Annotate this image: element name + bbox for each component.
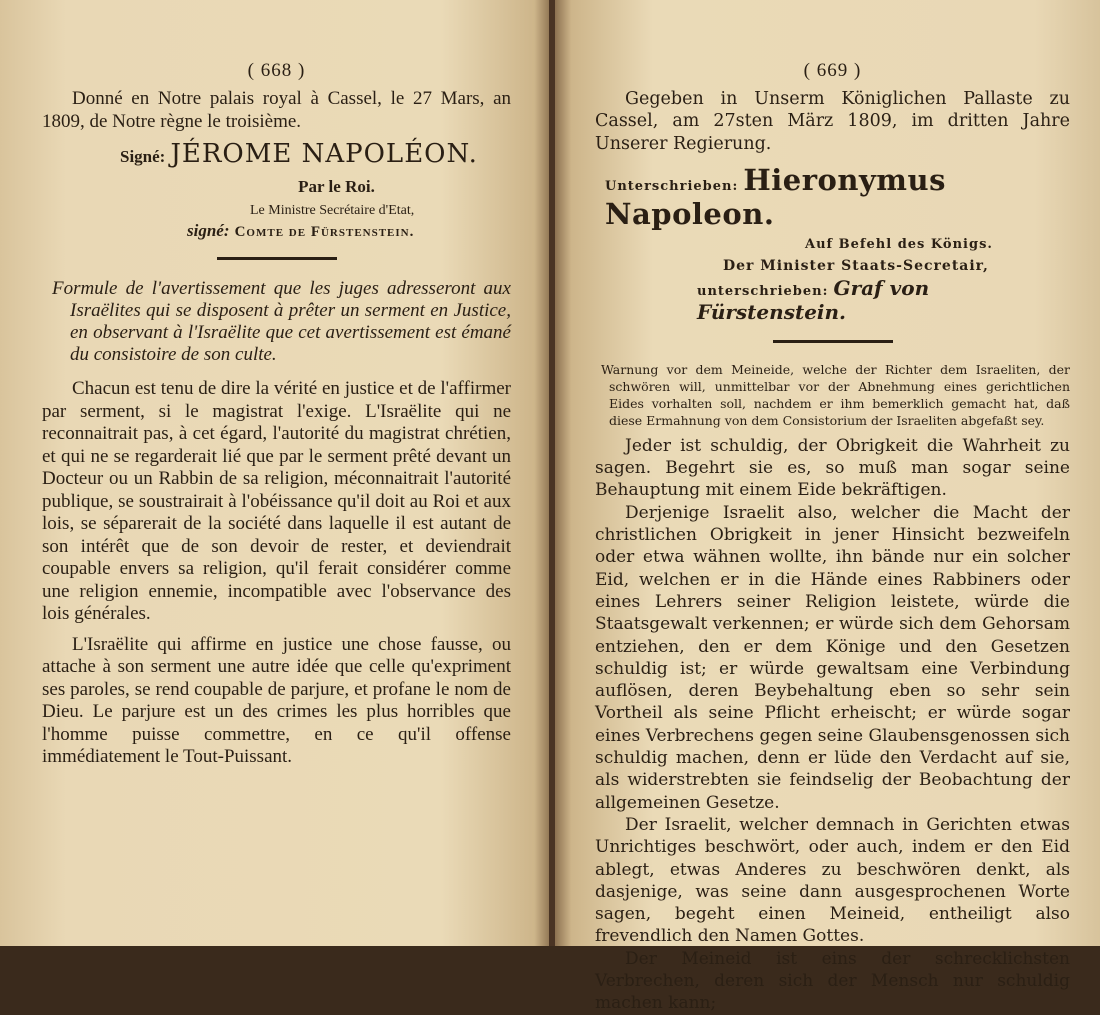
par-le-roi: Par le Roi. <box>298 177 375 196</box>
minister-signed-label-de: unterschrieben: <box>697 283 829 299</box>
page-number-left: ( 668 ) <box>247 60 306 81</box>
minister-name-fr: Comte de Fürstenstein. <box>234 224 415 240</box>
paragraph-2-fr: L'Israëlite qui affirme en justice une chose fausse, ou attache à son serment une autre idée que celle qu'expriment ses paroles, se rend coupable de parjure, et profane le nom de Dieu. Le parjure est un des crimes les plus horribles que l'homme puisse commettre, en ce qu'il offense immédiatement le Tout-Puissant. <box>42 633 511 767</box>
signed-label-fr: Signé: <box>120 147 166 166</box>
auf-befehl: Auf Befehl des Königs. <box>805 236 993 252</box>
dateline-de: Gegeben in Unserm Königlichen Pallaste zu Cassel, am 27sten März 1809, im dritten Jahre Unserer Regierung. <box>595 89 1070 154</box>
paragraph-4-de: Der Meineid ist eins der schrecklichsten Verbrechen, deren sich der Mensch nur schuldig machen kann; <box>595 948 1070 1014</box>
paragraph-3-de: Der Israelit, welcher demnach in Gerichten etwas Unrichtiges beschwört, oder auch, indem er den Eid ablegt, etwas Anderes zu beschwören denkt, als dasjenige, was seine dann ausgesprochenen Worte sagen, begeht einen Meineid, entheiligt also frevendlich den Namen Gottes. <box>595 814 1070 947</box>
paragraph-2-de: Derjenige Israelit also, welcher die Macht der christlichen Obrigkeit in jener Hinsicht bezweifeln oder etwa wähnen wollte, ihn bände nur ein solcher Eid, welchen er in die Hände eines Rabbiners oder eines Lehrers seiner Religion leistete, würde die Staatsgewalt verkennen; er würde sich dem Gehorsam entziehen, den er dem Könige und den Gesetzen schuldig ist; er würde gewaltsam eine Verbindung auflösen, deren Beybehaltung eben so sehr sein Vortheil als seine Pflicht erheischt; er würde sogar eines Verbrechens gegen seine Glaubensgenossen sich schuldig machen, denn er lüde den Verdacht auf sie, als widerstrebten sie feindselig der Beobachtung der allgemeinen Gesetze. <box>595 502 1070 813</box>
royal-signature-fr <box>42 139 511 169</box>
warning-heading-de: Warnung vor dem Meineide, welche der Richter dem Israeliten, der schwören will, unmittelbar vor der Abnehmung eines gerichtlichen Eides vorhalten soll, nachdem er ihm bemerklich gemacht hat, daß diese Ermahnung von dem Consistorium der Israeliten abgefaßt sey. <box>601 361 1070 428</box>
divider-rule-left <box>217 257 337 260</box>
signed-label-de: Unterschrieben: <box>605 178 739 194</box>
left-page <box>0 0 551 946</box>
minister-name-de: Graf von Fürstenstein. <box>697 275 930 324</box>
dateline-fr: Donné en Notre palais royal à Cassel, le 27 Mars, an 1809, de Notre règne le troisième. <box>42 88 511 132</box>
minister-signature-fr <box>42 221 511 241</box>
minister-signature-de <box>595 276 1070 324</box>
royal-signature-de <box>595 163 1070 231</box>
formula-heading-fr: Formule de l'avertissement que les juges adresseront aux Israëlites qui se disposent à prêter un serment en Justice, en observant à l'Israëlite que cet avertissement est émané du consistoire de son culte. <box>52 278 511 365</box>
divider-rule-right <box>773 340 893 343</box>
signed-name-de: Hieronymus Napoleon. <box>605 162 946 231</box>
minister-signed-label-fr: signé: <box>187 221 230 240</box>
page-number-right: ( 669 ) <box>803 60 862 81</box>
signed-name-fr: JÉROME NAPOLÉON. <box>170 139 478 169</box>
minister-title-de: Der Minister Staats-Secretair, <box>723 257 989 274</box>
minister-title-fr: Le Ministre Secrétaire d'Etat, <box>250 203 415 218</box>
right-page <box>555 0 1100 1014</box>
paragraph-1-fr: Chacun est tenu de dire la vérité en justice et de l'affirmer par serment, si le magistrat l'exige. L'Israëlite qui ne reconnaitrait pas, à cet égard, l'autorité du magistrat chrétien, et qui ne se regarderait lié que par le serment prêté devant un Docteur ou un Rabbin de sa religion, méconnaitrait l'autorité publique, se soustrairait à l'obéissance qu'il doit au Roi et aux lois, se séparerait de la société dans laquelle il est autant de son intérêt que de son devoir de rester, et deviendrait coupable envers sa religion, qu'il ferait considérer comme une religion ennemie, incompatible avec l'observance des lois générales. <box>42 378 511 624</box>
paragraph-1-de: Jeder ist schuldig, der Obrigkeit die Wahrheit zu sagen. Begehrt sie es, so muß man sogar seine Behauptung mit einem Eide bekräftigen. <box>595 435 1070 501</box>
